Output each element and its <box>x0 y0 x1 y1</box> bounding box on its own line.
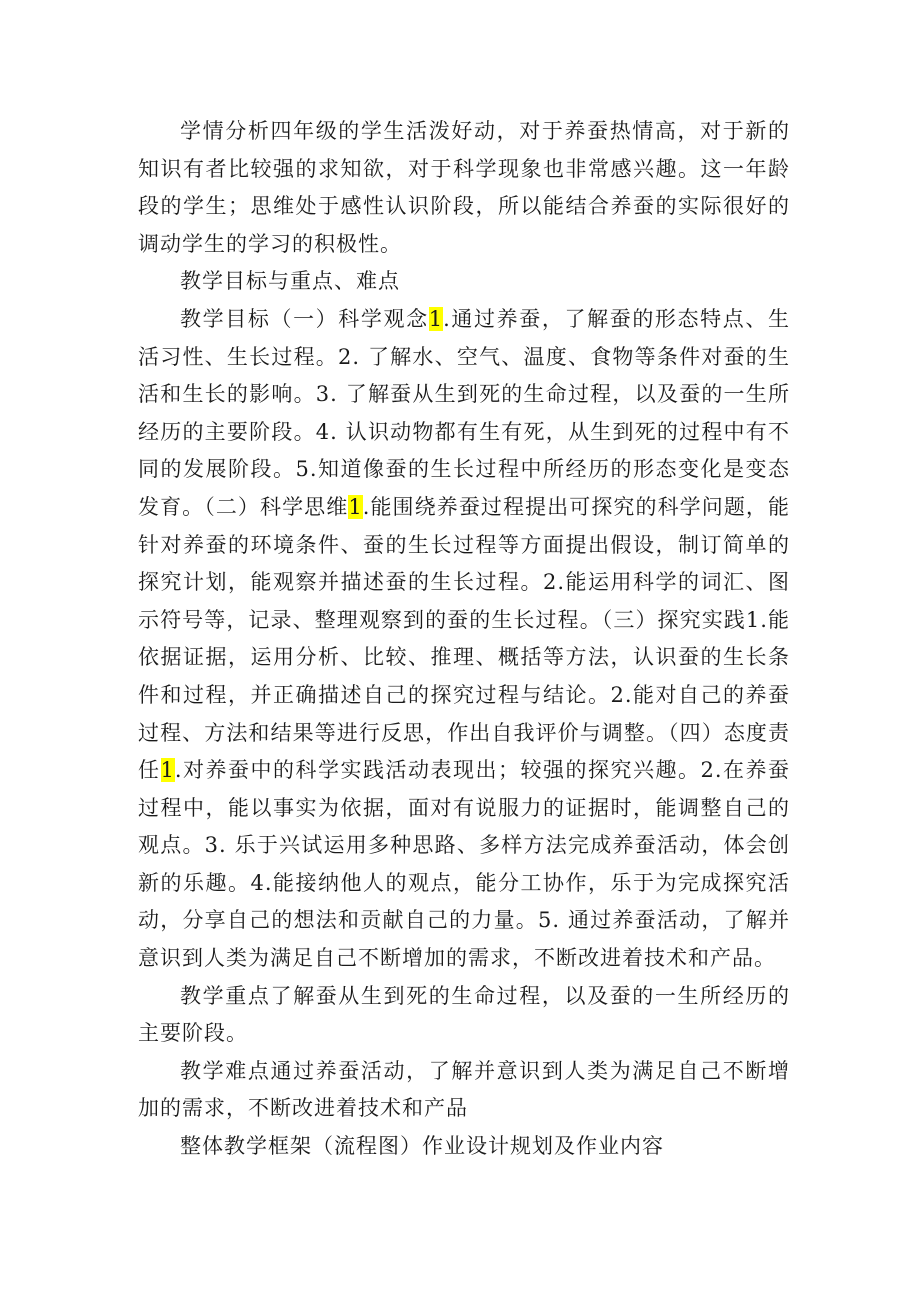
paragraph-teaching-goals <box>138 301 790 978</box>
paragraph-key-points: 教学重点了解蚕从生到死的生命过程，以及蚕的一生所经历的主要阶段。 <box>138 983 790 1046</box>
goals-text-part2: .通过养蚕，了解蚕的形态特点、生活习性、生长过程。2. 了解水、空气、温度、食物等条件对蚕的生活和生长的影响。3. 了解蚕从生到死的生命过程，以及蚕的一生所经历的主要阶段。4. 认识动物都有生有死，从生到死的过程中有不同的发展阶段。5.知道像蚕的生长过程中所经历的形态变化是变态发育。（二）科学思维 <box>138 306 790 519</box>
paragraph-learner-analysis: 学情分析四年级的学生活泼好动，对于养蚕热情高，对于新的知识有者比较强的求知欲，对于科学现象也非常感兴趣。这一年龄段的学生；思维处于感性认识阶段，所以能结合养蚕的实际很好的调动学生的学习的积极性。 <box>138 119 790 256</box>
highlight-mark-3: 1 <box>160 758 175 783</box>
paragraph-difficulties: 教学难点通过养蚕活动，了解并意识到人类为满足自己不断增加的需求，不断改进着技术和产品 <box>138 1058 790 1121</box>
goals-text-part4: .对养蚕中的科学实践活动表现出；较强的探究兴趣。2.在养蚕过程中，能以事实为依据，面对有说服力的证据时，能调整自己的观点。3. 乐于兴试运用多种思路、多样方法完成养蚕活动，体会创新的乐趣。4.能接纳他人的观点，能分工协作，乐于为完成探究活动，分享自己的想法和贡献自己的力量。5. 通过养蚕活动，了解并意识到人类为满足自己不断增加的需求，不断改进着技术和产品。 <box>138 758 790 971</box>
body-text <box>138 113 790 1166</box>
goals-text-part3: .能围绕养蚕过程提出可探究的科学问题，能针对养蚕的环境条件、蚕的生长过程等方面提出假设，制订简单的探究计划，能观察并描述蚕的生长过程。2.能运用科学的词汇、图示符号等，记录、整理观察到的蚕的生长过程。（三）探究实践1.能依据证据，运用分析、比较、推理、概括等方法，认识蚕的生长条件和过程，并正确描述自己的探究过程与结论。2.能对自己的养蚕过程、方法和结果等进行反思，作出自我评价与调整。（四）态度责任 <box>138 494 790 783</box>
paragraph-goals-heading: 教学目标与重点、难点 <box>180 269 400 294</box>
paragraph-framework: 整体教学框架（流程图）作业设计规划及作业内容 <box>180 1134 664 1159</box>
highlight-mark-1: 1 <box>428 306 444 331</box>
highlight-mark-2: 1 <box>348 494 363 519</box>
goals-text-part1: 教学目标（一）科学观念 <box>180 306 429 331</box>
